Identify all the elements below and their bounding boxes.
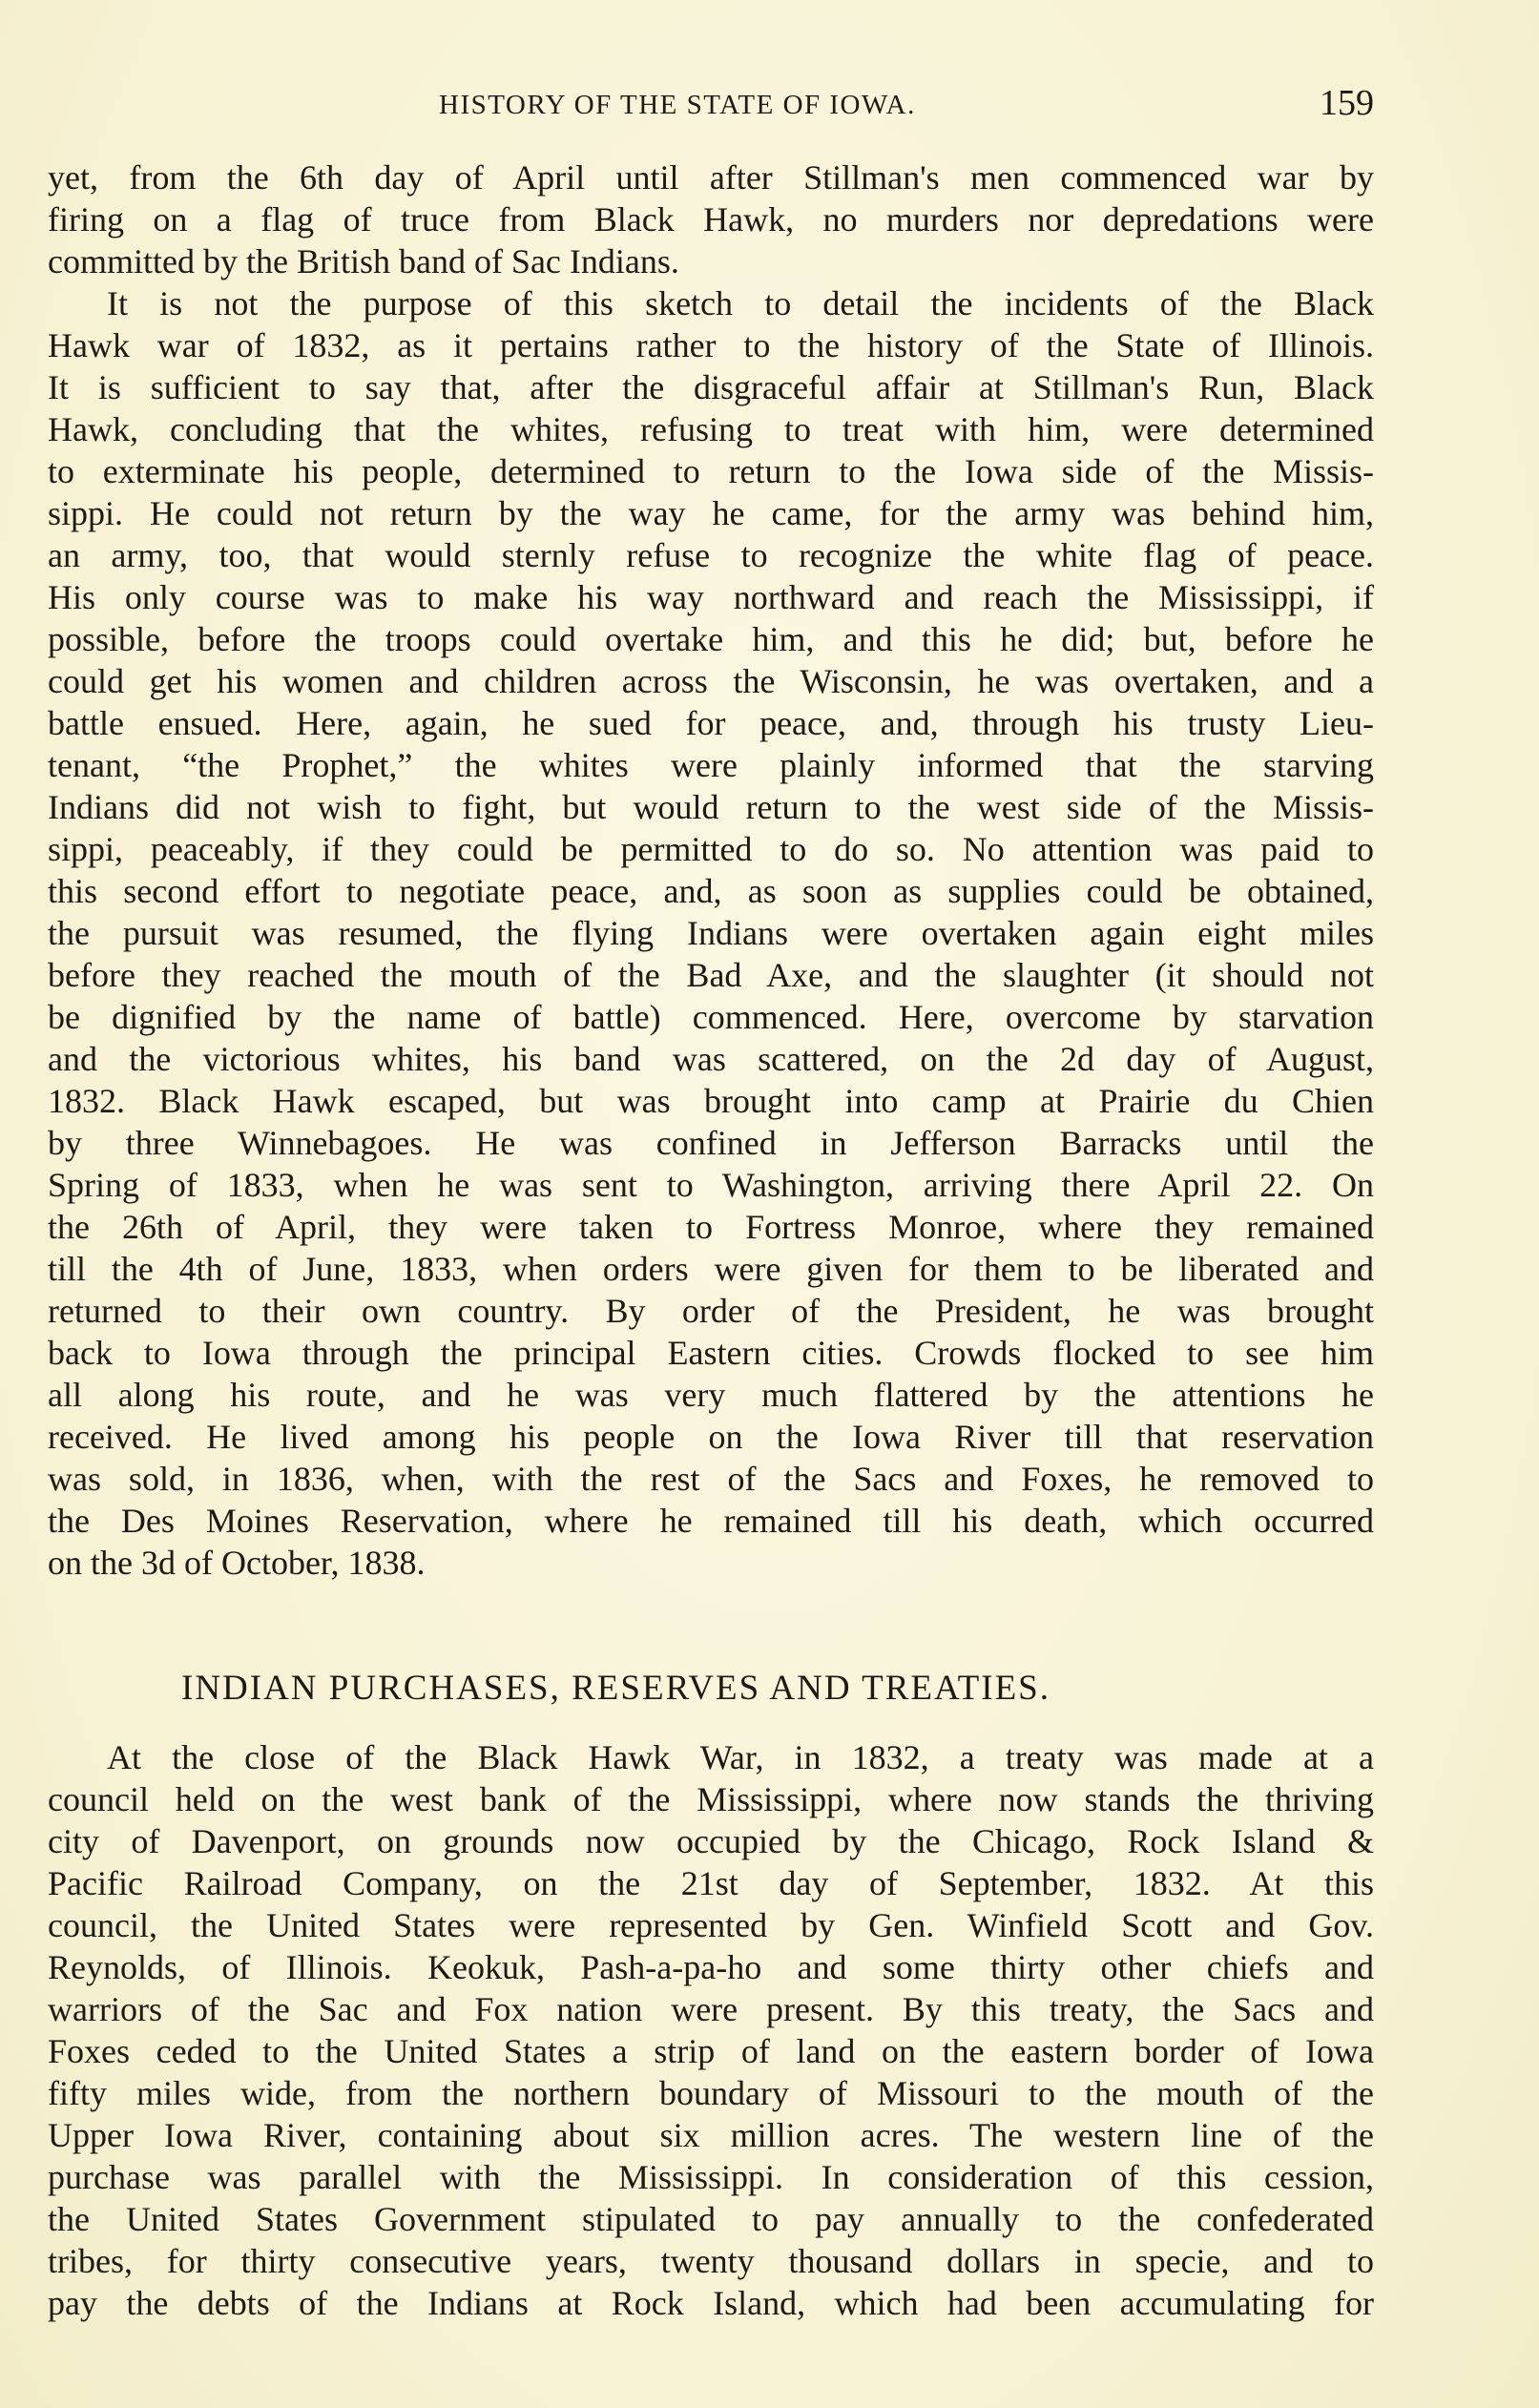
text-line: tribes, for thirty consecutive years, twenty thousand dollars in specie, and to xyxy=(48,2242,1374,2280)
text-line: Indians did not wish to fight, but would return to the west side of the Missis- xyxy=(48,788,1374,826)
running-title: HISTORY OF THE STATE OF IOWA. xyxy=(439,90,916,120)
text-line: His only course was to make his way northward and reach the Mississippi, if xyxy=(48,578,1374,616)
text-line: be dignified by the name of battle) commenced. Here, overcome by starvation xyxy=(48,998,1374,1036)
text-line: till the 4th of June, 1833, when orders were given for them to be liberated and xyxy=(48,1250,1374,1288)
text-line: returned to their own country. By order of the President, he was brought xyxy=(48,1292,1374,1330)
text-line: battle ensued. Here, again, he sued for peace, and, through his trusty Lieu- xyxy=(48,704,1374,742)
text-line: Foxes ceded to the United States a strip of land on the eastern border of Iowa xyxy=(48,2032,1374,2070)
text-line: the Des Moines Reservation, where he remained till his death, which occurred xyxy=(48,1502,1374,1540)
text-line: to exterminate his people, determined to return to the Iowa side of the Missis- xyxy=(48,452,1374,490)
text-line: received. He lived among his people on the Iowa River till that reservation xyxy=(48,1418,1374,1456)
text-line: council held on the west bank of the Mississippi, where now stands the thriving xyxy=(48,1780,1374,1818)
page-number: 159 xyxy=(1320,83,1374,123)
text-line: back to Iowa through the principal Eastern cities. Crowds flocked to see him xyxy=(48,1334,1374,1372)
text-line: was sold, in 1836, when, with the rest of the Sacs and Foxes, he removed to xyxy=(48,1460,1374,1498)
text-line: committed by the British band of Sac Indians. xyxy=(48,242,679,280)
text-line: Spring of 1833, when he was sent to Washington, arriving there April 22. On xyxy=(48,1166,1374,1204)
text-line: could get his women and children across the Wisconsin, he was overtaken, and a xyxy=(48,662,1374,700)
text-line: purchase was parallel with the Mississippi. In consideration of this cession, xyxy=(48,2158,1374,2196)
text-line: yet, from the 6th day of April until after Stillman's men commenced war by xyxy=(48,158,1374,197)
text-line: It is sufficient to say that, after the disgraceful affair at Stillman's Run, Black xyxy=(48,368,1374,406)
text-line: by three Winnebagoes. He was confined in Jefferson Barracks until the xyxy=(48,1124,1374,1162)
text-line: the 26th of April, they were taken to Fortress Monroe, where they remained xyxy=(48,1208,1374,1246)
text-line: the pursuit was resumed, the flying Indians were overtaken again eight miles xyxy=(48,914,1374,952)
text-line: Pacific Railroad Company, on the 21st day of September, 1832. At this xyxy=(48,1864,1374,1902)
text-line: an army, too, that would sternly refuse to recognize the white flag of peace. xyxy=(48,536,1374,574)
text-line: city of Davenport, on grounds now occupied by the Chicago, Rock Island & xyxy=(48,1822,1374,1860)
text-line: fifty miles wide, from the northern boundary of Missouri to the mouth of the xyxy=(48,2074,1374,2112)
text-line: and the victorious whites, his band was scattered, on the 2d day of August, xyxy=(48,1040,1374,1078)
text-line: before they reached the mouth of the Bad Axe, and the slaughter (it should not xyxy=(48,956,1374,994)
paragraph-continuation xyxy=(48,156,1374,282)
text-line: the United States Government stipulated to pay annually to the confederated xyxy=(48,2200,1374,2238)
text-line: 1832. Black Hawk escaped, but was brought into camp at Prairie du Chien xyxy=(48,1082,1374,1120)
text-line: possible, before the troops could overtake him, and this he did; but, before he xyxy=(48,620,1374,658)
text-line: sippi, peaceably, if they could be permitted to do so. No attention was paid to xyxy=(48,830,1374,868)
text-line: Upper Iowa River, containing about six million acres. The western line of the xyxy=(48,2116,1374,2154)
text-line: this second effort to negotiate peace, and, as soon as supplies could be obtained, xyxy=(48,872,1374,910)
running-head xyxy=(48,82,1374,126)
paragraph-treaty-1832 xyxy=(48,1736,1374,2324)
text-line: Hawk war of 1832, as it pertains rather to the history of the State of Illinois. xyxy=(48,326,1374,364)
text-line: on the 3d of October, 1838. xyxy=(48,1544,426,1582)
text-line: firing on a flag of truce from Black Hawk, no murders nor depredations were xyxy=(48,200,1374,239)
text-line: tenant, “the Prophet,” the whites were plainly informed that the starving xyxy=(48,746,1374,784)
text-line: It is not the purpose of this sketch to detail the incidents of the Black xyxy=(107,284,1374,322)
text-line: At the close of the Black Hawk War, in 1832, a treaty was made at a xyxy=(107,1738,1374,1776)
text-line: Reynolds, of Illinois. Keokuk, Pash-a-pa-ho and some thirty other chiefs and xyxy=(48,1948,1374,1986)
text-line: pay the debts of the Indians at Rock Island, which had been accumulating for xyxy=(48,2284,1374,2322)
text-line: council, the United States were represented by Gen. Winfield Scott and Gov. xyxy=(48,1906,1374,1944)
text-line: Hawk, concluding that the whites, refusing to treat with him, were determined xyxy=(48,410,1374,448)
section-heading: INDIAN PURCHASES, RESERVES AND TREATIES. xyxy=(181,1669,1051,1708)
text-line: warriors of the Sac and Fox nation were present. By this treaty, the Sacs and xyxy=(48,1990,1374,2028)
paragraph-black-hawk-war xyxy=(48,282,1374,1584)
text-line: sippi. He could not return by the way he came, for the army was behind him, xyxy=(48,494,1374,532)
text-line: all along his route, and he was very much flattered by the attentions he xyxy=(48,1376,1374,1414)
